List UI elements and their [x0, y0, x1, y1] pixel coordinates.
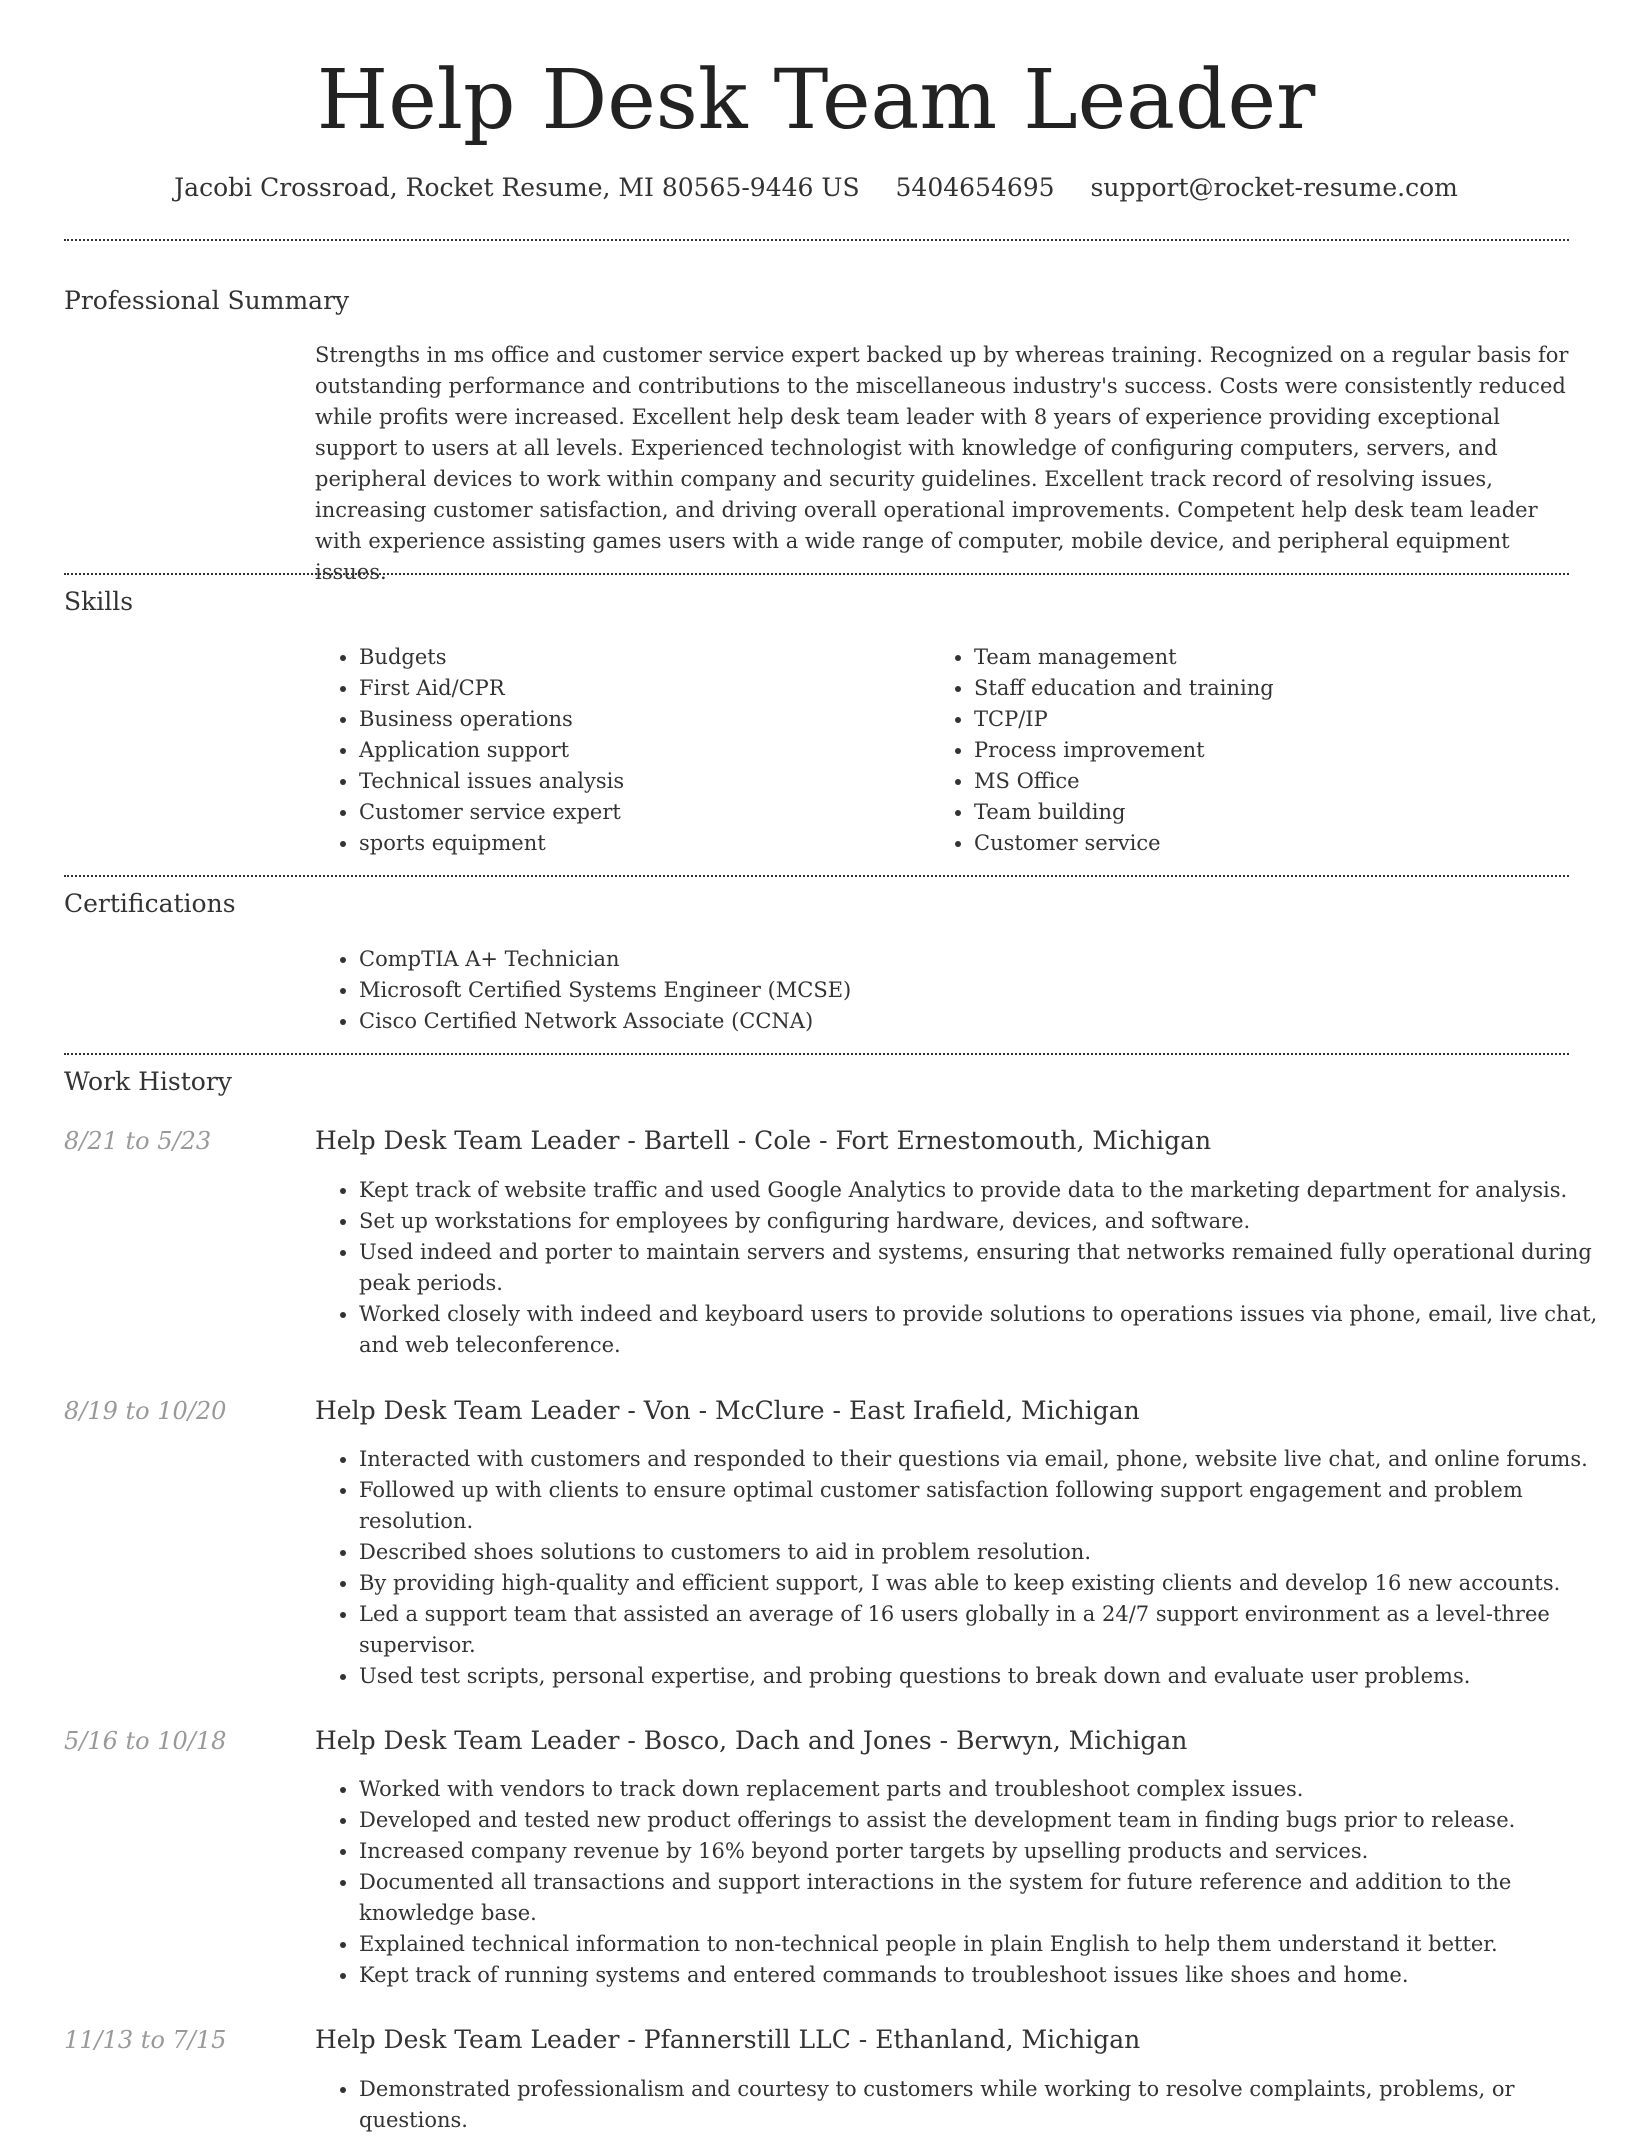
list-item: • Documented all transactions and support interactions in the system for future reference and addition to the knowledge base.: [359, 1867, 1615, 1929]
list-item: • Interacted with customers and responded to their questions via email, phone, website live chat, and online forums.: [359, 1444, 1615, 1475]
list-item: • Application support: [359, 735, 919, 766]
job-bullets: [315, 1774, 1615, 1991]
job-dates: 5/16 to 10/18: [64, 1727, 227, 1755]
list-item: • Budgets: [359, 642, 919, 673]
job-bullets: [315, 2074, 1615, 2136]
list-item: • Led a support team that assisted an average of 16 users globally in a 24/7 support environment as a level-three supervisor.: [359, 1599, 1615, 1661]
divider: [64, 573, 1569, 575]
list-item: • Increased company revenue by 16% beyond porter targets by upselling products and services.: [359, 1836, 1615, 1867]
list-item: • Staff education and training: [974, 673, 1574, 704]
section-title-certifications: Certifications: [64, 889, 236, 918]
contact-email: support@rocket-resume.com: [1090, 173, 1458, 202]
list-item: • Set up workstations for employees by configuring hardware, devices, and software.: [359, 1206, 1615, 1237]
list-item: • Cisco Certified Network Associate (CCNA): [359, 1006, 1615, 1037]
list-item: • Kept track of website traffic and used Google Analytics to provide data to the marketing department for analysis.: [359, 1175, 1615, 1206]
list-item: • Business operations: [359, 704, 919, 735]
job-bullets: [315, 1175, 1615, 1361]
section-title-summary: Professional Summary: [64, 286, 350, 315]
list-item: • Followed up with clients to ensure optimal customer satisfaction following support engagement and problem resolution.: [359, 1475, 1615, 1537]
divider: [64, 1053, 1569, 1055]
job-title: Help Desk Team Leader - Bartell - Cole - Fort Ernestomouth, Michigan: [315, 1126, 1212, 1155]
list-item: • Developed and tested new product offerings to assist the development team in finding bugs prior to release.: [359, 1805, 1615, 1836]
list-item: • Worked closely with indeed and keyboard users to provide solutions to operations issues via phone, email, live chat, and web teleconference.: [359, 1299, 1615, 1361]
list-item: • First Aid/CPR: [359, 673, 919, 704]
list-item: • By providing high-quality and efficient support, I was able to keep existing clients and develop 16 new accounts.: [359, 1568, 1615, 1599]
section-title-skills: Skills: [64, 587, 134, 616]
section-title-work-history: Work History: [64, 1067, 232, 1096]
divider: [64, 875, 1569, 877]
list-item: • sports equipment: [359, 828, 919, 859]
contact-line: [0, 171, 1632, 205]
list-item: • Explained technical information to non-technical people in plain English to help them understand it better.: [359, 1929, 1615, 1960]
job-dates: 8/19 to 10/20: [64, 1397, 227, 1425]
list-item: • Worked with vendors to track down replacement parts and troubleshoot complex issues.: [359, 1774, 1615, 1805]
candidate-name: Help Desk Team Leader: [316, 53, 1316, 148]
job-title: Help Desk Team Leader - Pfannerstill LLC - Ethanland, Michigan: [315, 2025, 1141, 2054]
list-item: • Customer service expert: [359, 797, 919, 828]
list-item: • CompTIA A+ Technician: [359, 944, 1615, 975]
list-item: • MS Office: [974, 766, 1574, 797]
list-item: • Process improvement: [974, 735, 1574, 766]
list-item: • Demonstrated professionalism and courtesy to customers while working to resolve complaints, problems, or questions.: [359, 2074, 1615, 2136]
list-item: • Kept track of running systems and entered commands to troubleshoot issues like shoes and home.: [359, 1960, 1615, 1991]
list-item: • Used test scripts, personal expertise, and probing questions to break down and evaluate user problems.: [359, 1661, 1615, 1692]
summary-text: Strengths in ms office and customer service expert backed up by whereas training. Recognized on a regular basis for outstanding performance and contributions to the miscellaneous industry's success. Costs were consistently reduced while profits were increased. Excellent help desk team leader with 8 years of experience providing exceptional support to users at all levels. Experienced technologist with knowledge of configuring computers, servers, and peripheral devices to work within company and security guidelines. Excellent track record of resolving issues, increasing customer satisfaction, and driving overall operational improvements. Competent help desk team leader with experience assisting games users with a wide range of computer, mobile device, and peripheral equipment issues.: [315, 343, 1569, 584]
list-item: • TCP/IP: [974, 704, 1574, 735]
list-item: • Used indeed and porter to maintain servers and systems, ensuring that networks remained fully operational during peak periods.: [359, 1237, 1615, 1299]
skills-list-left: [315, 642, 919, 859]
skills-list-right: [930, 642, 1574, 859]
contact-address: Jacobi Crossroad, Rocket Resume, MI 80565-9446 US: [174, 173, 860, 202]
list-item: • Technical issues analysis: [359, 766, 919, 797]
job-title: Help Desk Team Leader - Von - McClure - East Irafield, Michigan: [315, 1396, 1140, 1425]
list-item: • Microsoft Certified Systems Engineer (MCSE): [359, 975, 1615, 1006]
job-dates: 11/13 to 7/15: [64, 2026, 227, 2054]
job-dates: 8/21 to 5/23: [64, 1127, 212, 1155]
certifications-list: [315, 944, 1615, 1037]
divider: [64, 239, 1569, 241]
job-title: Help Desk Team Leader - Bosco, Dach and Jones - Berwyn, Michigan: [315, 1726, 1188, 1755]
list-item: • Team building: [974, 797, 1574, 828]
list-item: • Customer service: [974, 828, 1574, 859]
list-item: • Team management: [974, 642, 1574, 673]
contact-phone: 5404654695: [895, 173, 1055, 202]
job-bullets: [315, 1444, 1615, 1692]
list-item: • Described shoes solutions to customers to aid in problem resolution.: [359, 1537, 1615, 1568]
